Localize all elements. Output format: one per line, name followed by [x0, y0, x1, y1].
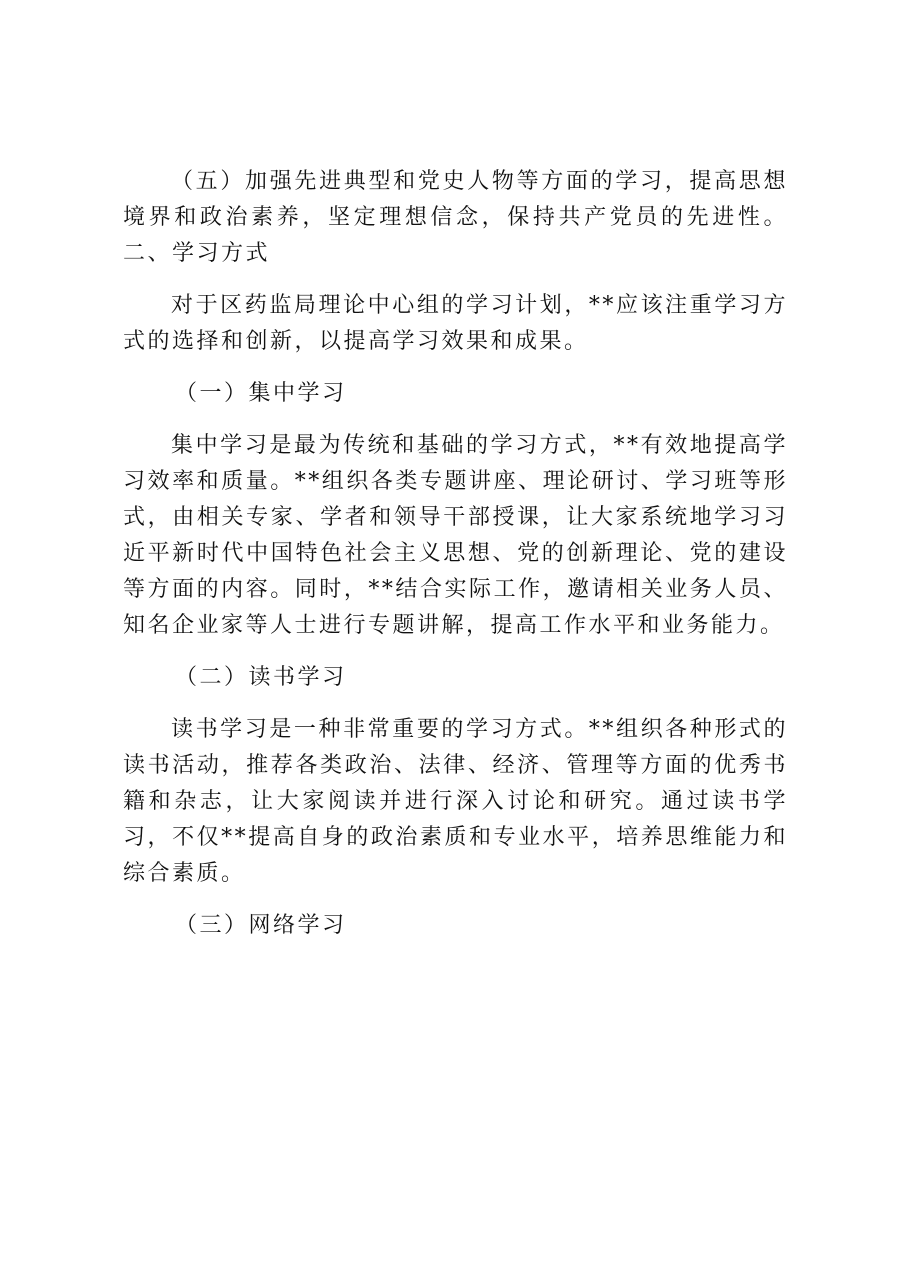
- paragraph-centralized-learning: 集中学习是最为传统和基础的学习方式，**有效地提高学习效率和质量。**组织各类专题讲座、理论研讨、学习班等形式，由相关专家、学者和领导干部授课，让大家系统地学习习近平新时代中国特色社会主义思想、党的创新理论、党的建设等方面的内容。同时，**结合实际工作，邀请相关业务人员、知名企业家等人士进行专题讲解，提高工作水平和业务能力。: [123, 433, 788, 638]
- paragraph-reading-learning: 读书学习是一种非常重要的学习方式。**组织各种形式的读书活动，推荐各类政治、法律、经济、管理等方面的优秀书籍和杂志，让大家阅读并进行深入讨论和研究。通过读书学习，不仅**提高自身的政治素质和专业水平，培养思维能力和综合素质。: [123, 717, 788, 886]
- paragraph-learning-methods-intro: 对于区药监局理论中心组的学习计划，**应该注重学习方式的选择和创新，以提高学习效果和成果。: [123, 293, 788, 354]
- document-body: [123, 164, 788, 944]
- heading-centralized-learning: （一）集中学习: [175, 381, 347, 406]
- heading-online-learning: （三）网络学习: [175, 913, 347, 938]
- paragraph-section-five: （五）加强先进典型和党史人物等方面的学习，提高思想境界和政治素养，坚定理想信念，保持共产党员的先进性。二、学习方式: [123, 169, 788, 266]
- heading-reading-learning: （二）读书学习: [175, 665, 347, 690]
